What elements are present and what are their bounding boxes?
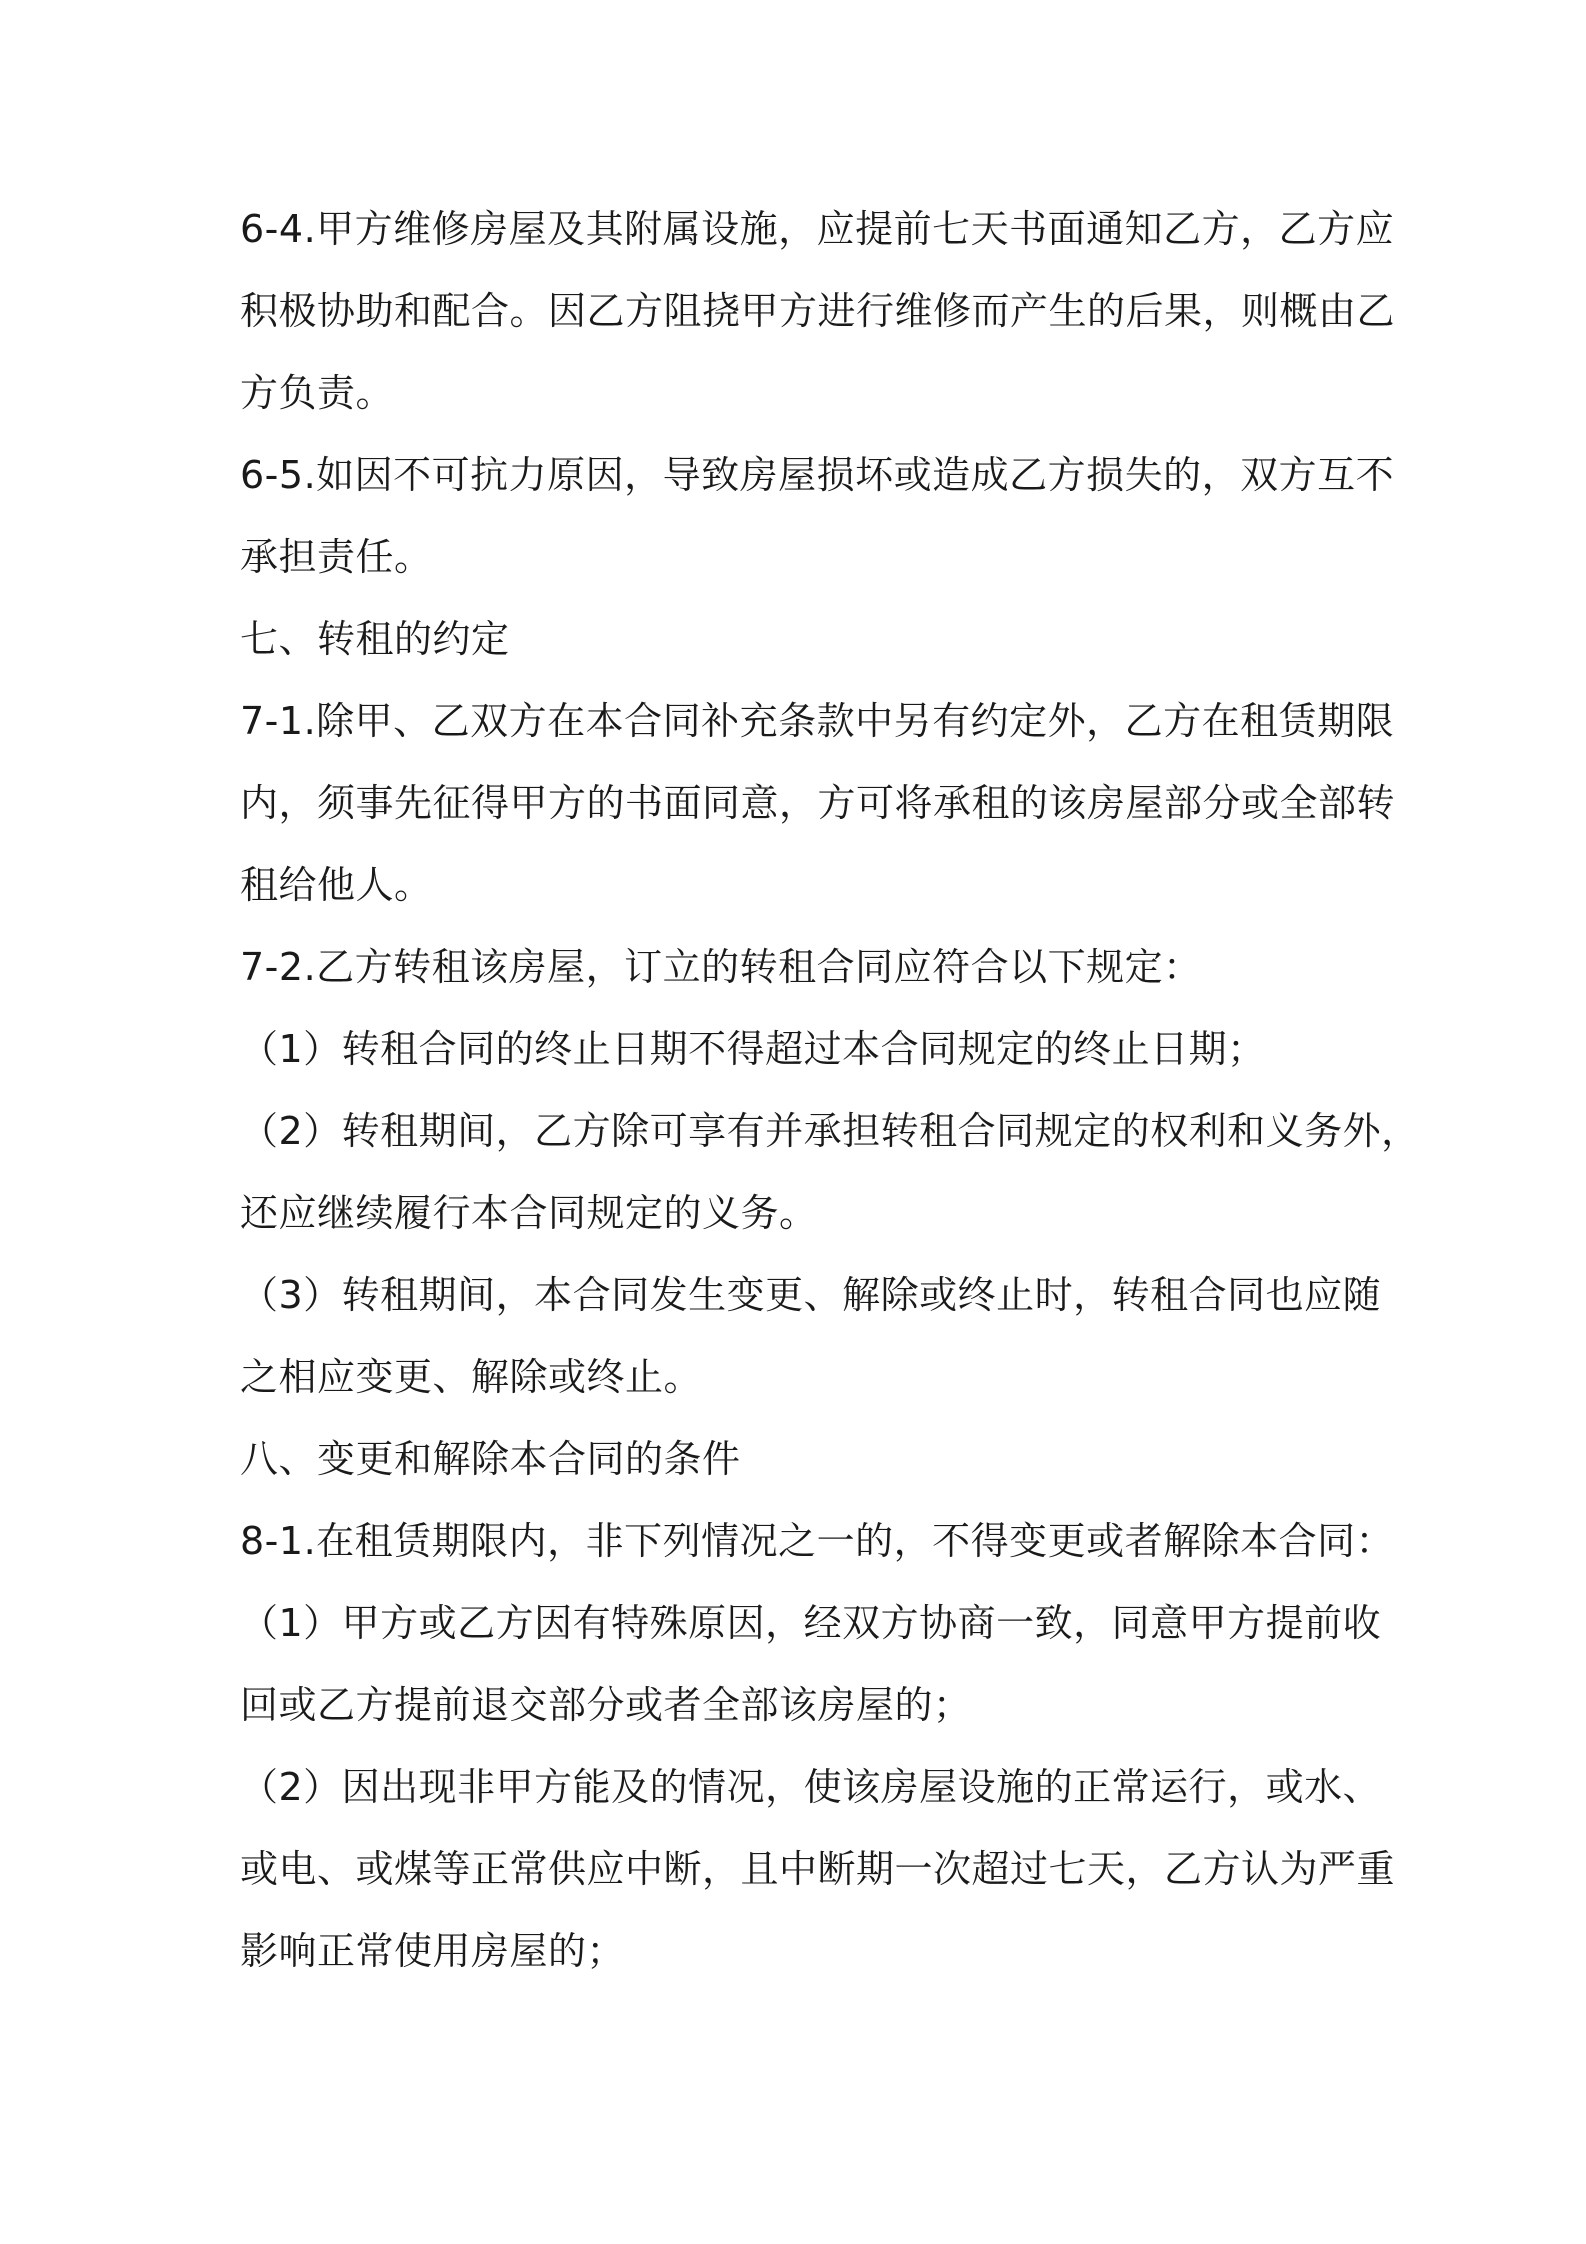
clause-8-1-item-2-line-3: 影响正常使用房屋的； [240, 1929, 626, 1973]
clause-7-2-item-2-line-2: 还应继续履行本合同规定的义务。 [240, 1191, 818, 1235]
section-8-heading: 八、变更和解除本合同的条件 [240, 1437, 741, 1481]
clause-8-1-item-1-line-2: 回或乙方提前退交部分或者全部该房屋的； [240, 1683, 972, 1727]
clause-8-1-line-1: 8-1.在租赁期限内，非下列情况之一的，不得变更或者解除本合同： [240, 1519, 1395, 1563]
clause-7-1-line-2: 内，须事先征得甲方的书面同意，方可将承租的该房屋部分或全部转 [240, 781, 1396, 825]
clause-6-5-line-1: 6-5.如因不可抗力原因，导致房屋损坏或造成乙方损失的，双方互不 [240, 453, 1395, 497]
clause-6-5-line-2: 承担责任。 [240, 535, 433, 579]
clause-7-1-line-3: 租给他人。 [240, 863, 433, 907]
clause-6-4-line-1: 6-4.甲方维修房屋及其附属设施，应提前七天书面通知乙方，乙方应 [240, 207, 1395, 251]
clause-8-1-item-2-line-1: （2）因出现非甲方能及的情况，使该房屋设施的正常运行，或水、 [240, 1765, 1382, 1809]
clause-7-2-item-3-line-2: 之相应变更、解除或终止。 [240, 1355, 703, 1399]
clause-6-4-line-3: 方负责。 [240, 371, 395, 415]
clause-8-1-item-2-line-2: 或电、或煤等正常供应中断，且中断期一次超过七天，乙方认为严重 [240, 1847, 1396, 1891]
clause-7-2-item-3-line-1: （3）转租期间，本合同发生变更、解除或终止时，转租合同也应随 [240, 1273, 1382, 1317]
section-7-heading: 七、转租的约定 [240, 617, 510, 661]
clause-7-1-line-1: 7-1.除甲、乙双方在本合同补充条款中另有约定外，乙方在租赁期限 [240, 699, 1395, 743]
clause-7-2-item-1: （1）转租合同的终止日期不得超过本合同规定的终止日期； [240, 1027, 1266, 1071]
clause-7-2-line-1: 7-2.乙方转租该房屋，订立的转租合同应符合以下规定： [240, 945, 1202, 989]
clause-8-1-item-1-line-1: （1）甲方或乙方因有特殊原因，经双方协商一致，同意甲方提前收 [240, 1601, 1382, 1645]
clause-6-4-line-2: 积极协助和配合。因乙方阻挠甲方进行维修而产生的后果，则概由乙 [240, 289, 1396, 333]
clause-7-2-item-2-line-1: （2）转租期间，乙方除可享有并承担转租合同规定的权利和义务外， [240, 1109, 1420, 1153]
